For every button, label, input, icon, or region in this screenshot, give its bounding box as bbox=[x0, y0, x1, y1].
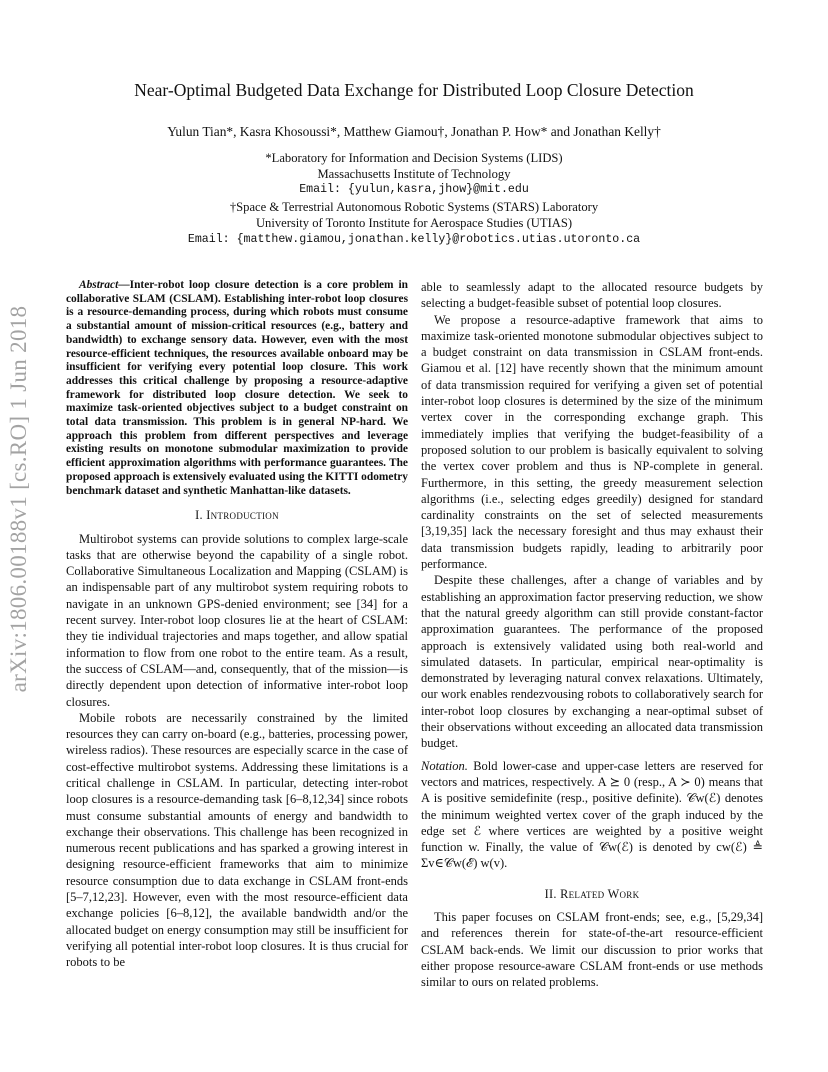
right-column bbox=[421, 279, 763, 990]
email-line: Email: {yulun,kasra,jhow}@mit.edu bbox=[299, 183, 529, 196]
left-column bbox=[66, 279, 408, 971]
section-heading: I. Introduction bbox=[195, 508, 279, 523]
section-heading: II. Related Work bbox=[544, 886, 640, 901]
affiliation-line: Massachusetts Institute of Technology bbox=[317, 167, 511, 181]
paragraph: We propose a resource-adaptive framework that aims to maximize task-oriented monotone submodular objectives subject to a budget constraint on data transmission in CSLAM front-ends. Giamou et al. [12] have recently shown that the minimum amount of data transmission required for verifying a given set of potential inter-robot loop closures is determined by the size of the minimum vertex cover in the corresponding exchange graph. This immediately implies that verifying the budget-feasibility of a proposed solution to our problem is basically equivalent to solving the vertex cover problem and thus is NP-complete in general. Furthermore, in this setting, the greedy measurement selection algorithms (i.e., selecting edges greedily) designed for standard cardinality constraints on the set of selected measurements [3,19,35] lack the necessary foresight and thus may exhaust their data transmission budgets rapidly, leading to arbitrarily poor performance. bbox=[421, 312, 763, 572]
affiliation-line: University of Toronto Institute for Aerospace Studies (UTIAS) bbox=[255, 216, 573, 230]
abstract-body: —Inter-robot loop closure detection is a core problem in collaborative SLAM (CSLAM). Establishing inter-robot loop closures is a resource-demanding process, during which robots must consume a substantial amount of mission-critical resources (e.g., battery and bandwidth) to exchange sensory data. However, even with the most resource-efficient techniques, the resources available onboard may be insufficient for verifying every potential loop closure. This work addresses this critical challenge by proposing a resource-adaptive framework for distributed loop closure detection. We seek to maximize task-oriented objectives subject to a budget constraint on total data transmission. This problem is in general NP-hard. We approach this problem from different perspectives and leverage existing results on monotone submodular maximization to provide efficient approximation algorithms with performance guarantees. The proposed approach is extensively evaluated using the KITTI odometry benchmark dataset and synthetic Manhattan-like datasets. bbox=[66, 279, 408, 497]
paragraph: This paper focuses on CSLAM front-ends; see, e.g., [5,29,34] and references therein for state-of-the-art resource-efficient CSLAM back-ends. We limit our discussion to prior works that either propose resource-aware CSLAM front-ends or use methods similar to ours on related problems. bbox=[421, 909, 763, 990]
abstract bbox=[66, 279, 408, 498]
author-list: Yulun Tian*, Kasra Khosoussi*, Matthew Giamou†, Jonathan P. How* and Jonathan Kelly† bbox=[167, 124, 661, 139]
paragraph: Multirobot systems can provide solutions to complex large-scale tasks that are otherwise beyond the capability of a single robot. Collaborative Simultaneous Localization and Mapping (CSLAM) is an indispensable part of any multirobot system requiring robots to navigate in an unknown GPS-denied environment; see [34] for a recent survey. Inter-robot loop closures lie at the heart of CSLAM: they tie individual trajectories and maps together, and allow spatial information to flow from one robot to the entire team. As a result, the success of CSLAM—and, consequently, that of the mission—is directly dependent upon detection of informative inter-robot loop closures. bbox=[66, 531, 408, 709]
affiliation-line: †Space & Terrestrial Autonomous Robotic Systems (STARS) Laboratory bbox=[229, 200, 599, 214]
abstract-lead: Abstract bbox=[79, 279, 119, 291]
notation-paragraph bbox=[421, 758, 763, 872]
paragraph: able to seamlessly adapt to the allocated resource budgets by selecting a budget-feasible subset of potential loop closures. bbox=[421, 280, 763, 311]
notation-body: Bold lower-case and upper-case letters are reserved for vectors and matrices, respectively. A ⪰ 0 (resp., A ≻ 0) means that A is positive semidefinite (resp., positive definite). 𝒞w(ℰ) denotes the minimum weighted vertex cover of the graph induced by the edge set ℰ where vertices are weighted by a positive weight function w. Finally, the value of 𝒞w(ℰ) is denoted by cw(ℰ) ≜ Σv∈𝒞w(ℰ) w(v). bbox=[421, 758, 764, 871]
email-line: Email: {matthew.giamou,jonathan.kelly}@robotics.utias.utoronto.ca bbox=[187, 233, 641, 246]
paragraph: Mobile robots are necessarily constrained by the limited resources they can carry on-board (e.g., batteries, processing power, wireless radios). These resources are especially scarce in the case of cost-effective multirobot systems. Addressing these limitations is a critical challenge in CSLAM. In particular, detecting inter-robot loop closures is a resource-demanding task [6–8,12,34] since robots must consume substantial amounts of energy and bandwidth to exchange their observations. This challenge has been recognized in numerous recent publications and has sparked a growing interest in designing resource-efficient frameworks that aim to minimize resource consumption due to data exchange in CSLAM front-ends [5–7,12,23]. However, even with the most resource-efficient data exchange policies [6–8,12], the available bandwidth and/or the allocated budget on energy consumption may still be insufficient for verifying all potential inter-robot loop closures. It is thus crucial for robots to be bbox=[66, 710, 408, 970]
paragraph: Despite these challenges, after a change of variables and by establishing an approximation factor preserving reduction, we show that the natural greedy algorithm can still provide constant-factor approximation guarantees. The performance of the proposed approach is extensively validated using both real-world and simulated datasets. In particular, empirical near-optimality is demonstrated by leveraging natural convex relaxations. Ultimately, our work enables rendezvousing robots to collaboratively search for inter-robot loop closures by exchanging a near-optimal subset of their observations without exceeding an allocated data transmission budget. bbox=[421, 573, 763, 751]
affiliation-line: *Laboratory for Information and Decision Systems (LIDS) bbox=[265, 151, 563, 165]
notation-lead: Notation. bbox=[421, 758, 468, 773]
paper-title: Near-Optimal Budgeted Data Exchange for Distributed Loop Closure Detection bbox=[134, 80, 694, 100]
arxiv-stamp: arXiv:1806.00188v1 [cs.RO] 1 Jun 2018 bbox=[6, 305, 31, 693]
